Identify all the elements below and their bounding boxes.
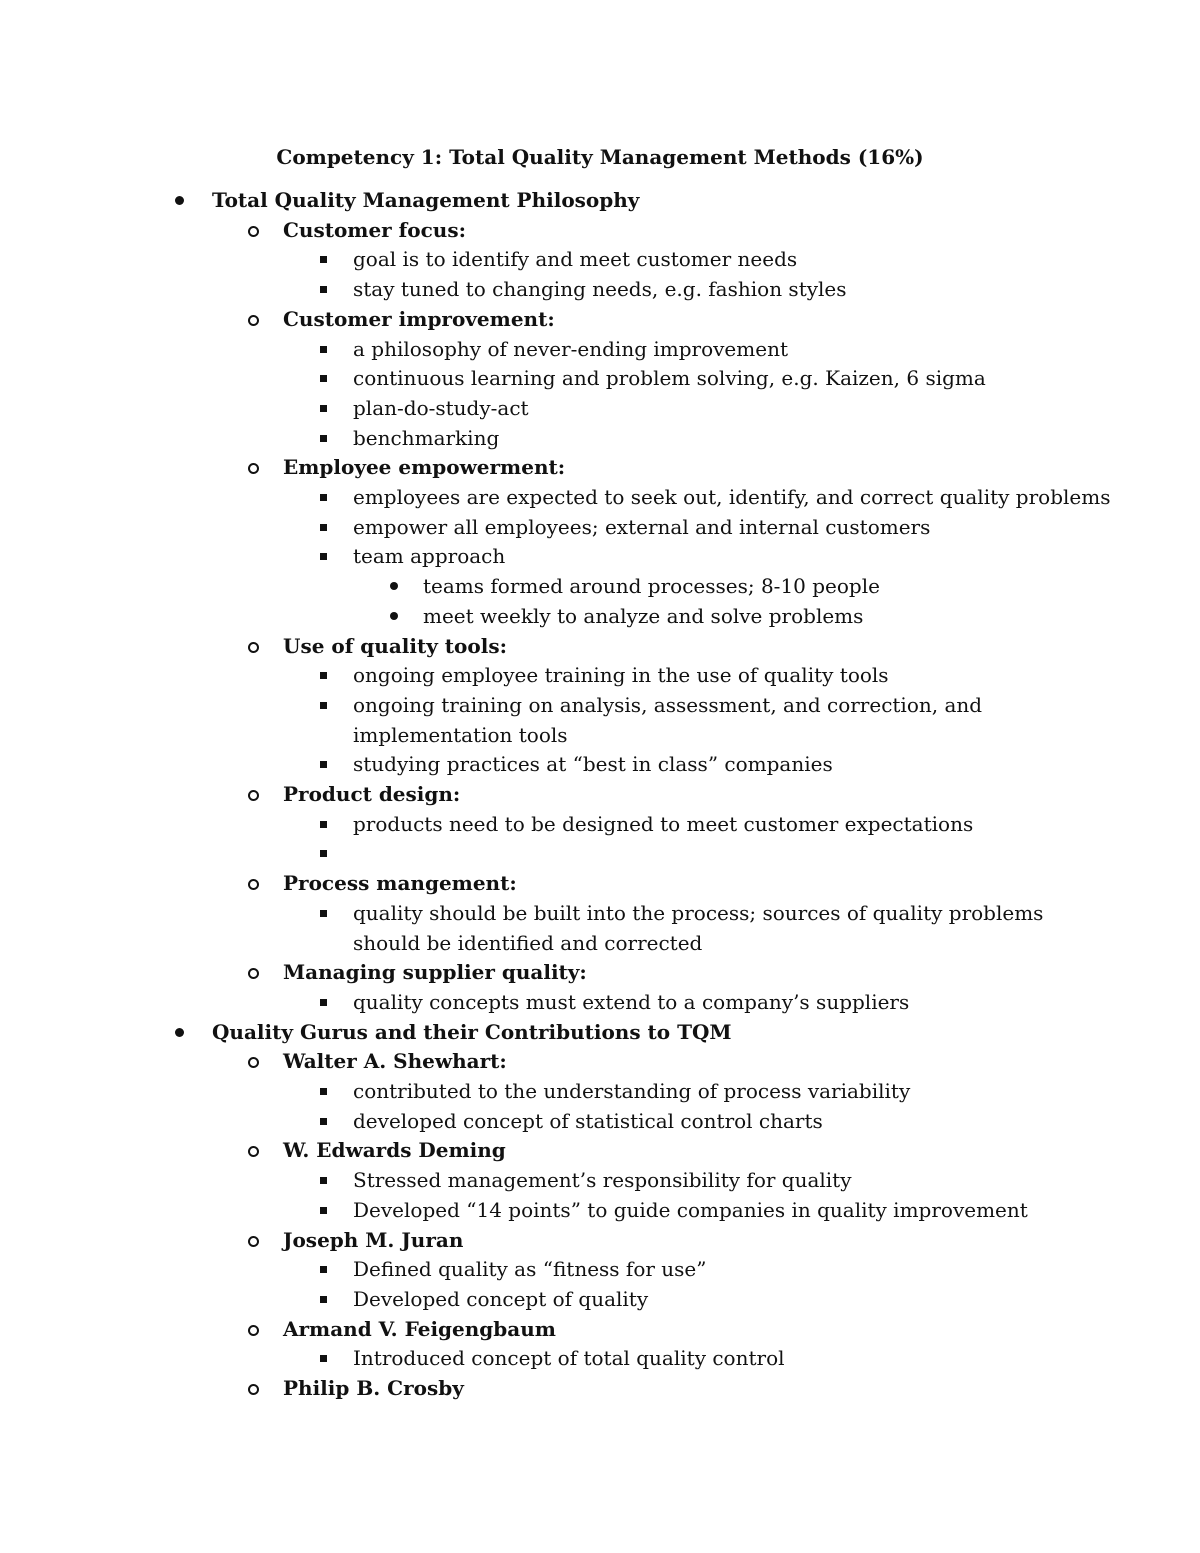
list-item-text: Developed “14 points” to guide companies in quality improvement (353, 1198, 1028, 1222)
bullet-icon (320, 256, 327, 263)
bullet-icon (248, 1236, 259, 1247)
bullet-icon (320, 821, 327, 828)
bullet-icon (390, 612, 398, 620)
list-item-text: empower all employees; external and internal customers (353, 515, 931, 539)
sub-list-item-text: teams formed around processes; 8-10 people (423, 574, 880, 598)
subsection-label-text: Customer improvement: (283, 307, 555, 331)
bullet-icon (175, 1028, 184, 1037)
list-item-text: Defined quality as “fitness for use” (353, 1257, 707, 1281)
list-item-text: a philosophy of never-ending improvement (353, 337, 788, 361)
list-item-text: employees are expected to seek out, identify, and correct quality problems (353, 485, 1111, 509)
list-item-text: studying practices at “best in class” companies (353, 752, 833, 776)
bullet-icon (320, 346, 327, 353)
bullet-icon (320, 494, 327, 501)
bullet-icon (320, 850, 327, 857)
bullet-icon (248, 1146, 259, 1157)
list-item-text: continuous learning and problem solving, e.g. Kaizen, 6 sigma (353, 366, 986, 390)
bullet-icon (248, 226, 259, 237)
bullet-icon (320, 672, 327, 679)
subsection-label-text: Managing supplier quality: (283, 960, 587, 984)
subsection-label-text: Walter A. Shewhart: (283, 1049, 507, 1073)
bullet-icon (320, 1355, 327, 1362)
list-item-continuation-text: should be identified and corrected (353, 931, 703, 955)
bullet-icon (390, 582, 398, 590)
bullet-icon (320, 702, 327, 709)
bullet-icon (320, 910, 327, 917)
bullet-icon (320, 1207, 327, 1214)
list-item-text: Developed concept of quality (353, 1287, 649, 1311)
list-item-text: goal is to identify and meet customer needs (353, 247, 798, 271)
bullet-icon (320, 553, 327, 560)
subsection-label-text: Armand V. Feigengbaum (283, 1317, 556, 1341)
bullet-icon (248, 1325, 259, 1336)
bullet-icon (320, 435, 327, 442)
list-item-text: contributed to the understanding of process variability (353, 1079, 911, 1103)
bullet-icon (248, 1384, 259, 1395)
bullet-icon (320, 1118, 327, 1125)
bullet-icon (175, 196, 184, 205)
list-item-text: Stressed management’s responsibility for quality (353, 1168, 852, 1192)
bullet-icon (248, 968, 259, 979)
bullet-icon (248, 315, 259, 326)
subsection-label-text: W. Edwards Deming (283, 1138, 506, 1162)
list-item-continuation-text: implementation tools (353, 723, 568, 747)
subsection-label-text: Process mangement: (283, 871, 517, 895)
list-item-text: benchmarking (353, 426, 500, 450)
list-item-text: ongoing employee training in the use of quality tools (353, 663, 889, 687)
list-item-text: stay tuned to changing needs, e.g. fashion styles (353, 277, 847, 301)
subsection-label-text: Customer focus: (283, 218, 466, 242)
bullet-icon (248, 1057, 259, 1068)
subsection-label-text: Joseph M. Juran (283, 1228, 464, 1252)
bullet-icon (248, 642, 259, 653)
bullet-icon (320, 1088, 327, 1095)
page-title: Competency 1: Total Quality Management Methods (16%) (276, 145, 924, 169)
list-item-text: quality concepts must extend to a company’s suppliers (353, 990, 910, 1014)
bullet-icon (320, 1296, 327, 1303)
subsection-label-text: Product design: (283, 782, 461, 806)
bullet-icon (248, 879, 259, 890)
list-item-text: plan-do-study-act (353, 396, 529, 420)
bullet-icon (320, 1177, 327, 1184)
bullet-icon (320, 1266, 327, 1273)
section-heading-text: Total Quality Management Philosophy (212, 188, 640, 212)
bullet-icon (248, 790, 259, 801)
list-item-text: products need to be designed to meet customer expectations (353, 812, 974, 836)
sub-list-item-text: meet weekly to analyze and solve problems (423, 604, 864, 628)
list-item-text: Introduced concept of total quality control (353, 1346, 785, 1370)
section-heading-text: Quality Gurus and their Contributions to TQM (212, 1020, 732, 1044)
bullet-icon (320, 405, 327, 412)
bullet-icon (248, 463, 259, 474)
subsection-label-text: Use of quality tools: (283, 634, 507, 658)
bullet-icon (320, 761, 327, 768)
bullet-icon (320, 999, 327, 1006)
bullet-icon (320, 375, 327, 382)
list-item-text: developed concept of statistical control charts (353, 1109, 823, 1133)
list-item-text: quality should be built into the process; sources of quality problems (353, 901, 1044, 925)
list-item-text: team approach (353, 544, 506, 568)
bullet-icon (320, 524, 327, 531)
list-item-text: ongoing training on analysis, assessment, and correction, and (353, 693, 983, 717)
subsection-label-text: Philip B. Crosby (283, 1376, 464, 1400)
bullet-icon (320, 286, 327, 293)
subsection-label-text: Employee empowerment: (283, 455, 566, 479)
